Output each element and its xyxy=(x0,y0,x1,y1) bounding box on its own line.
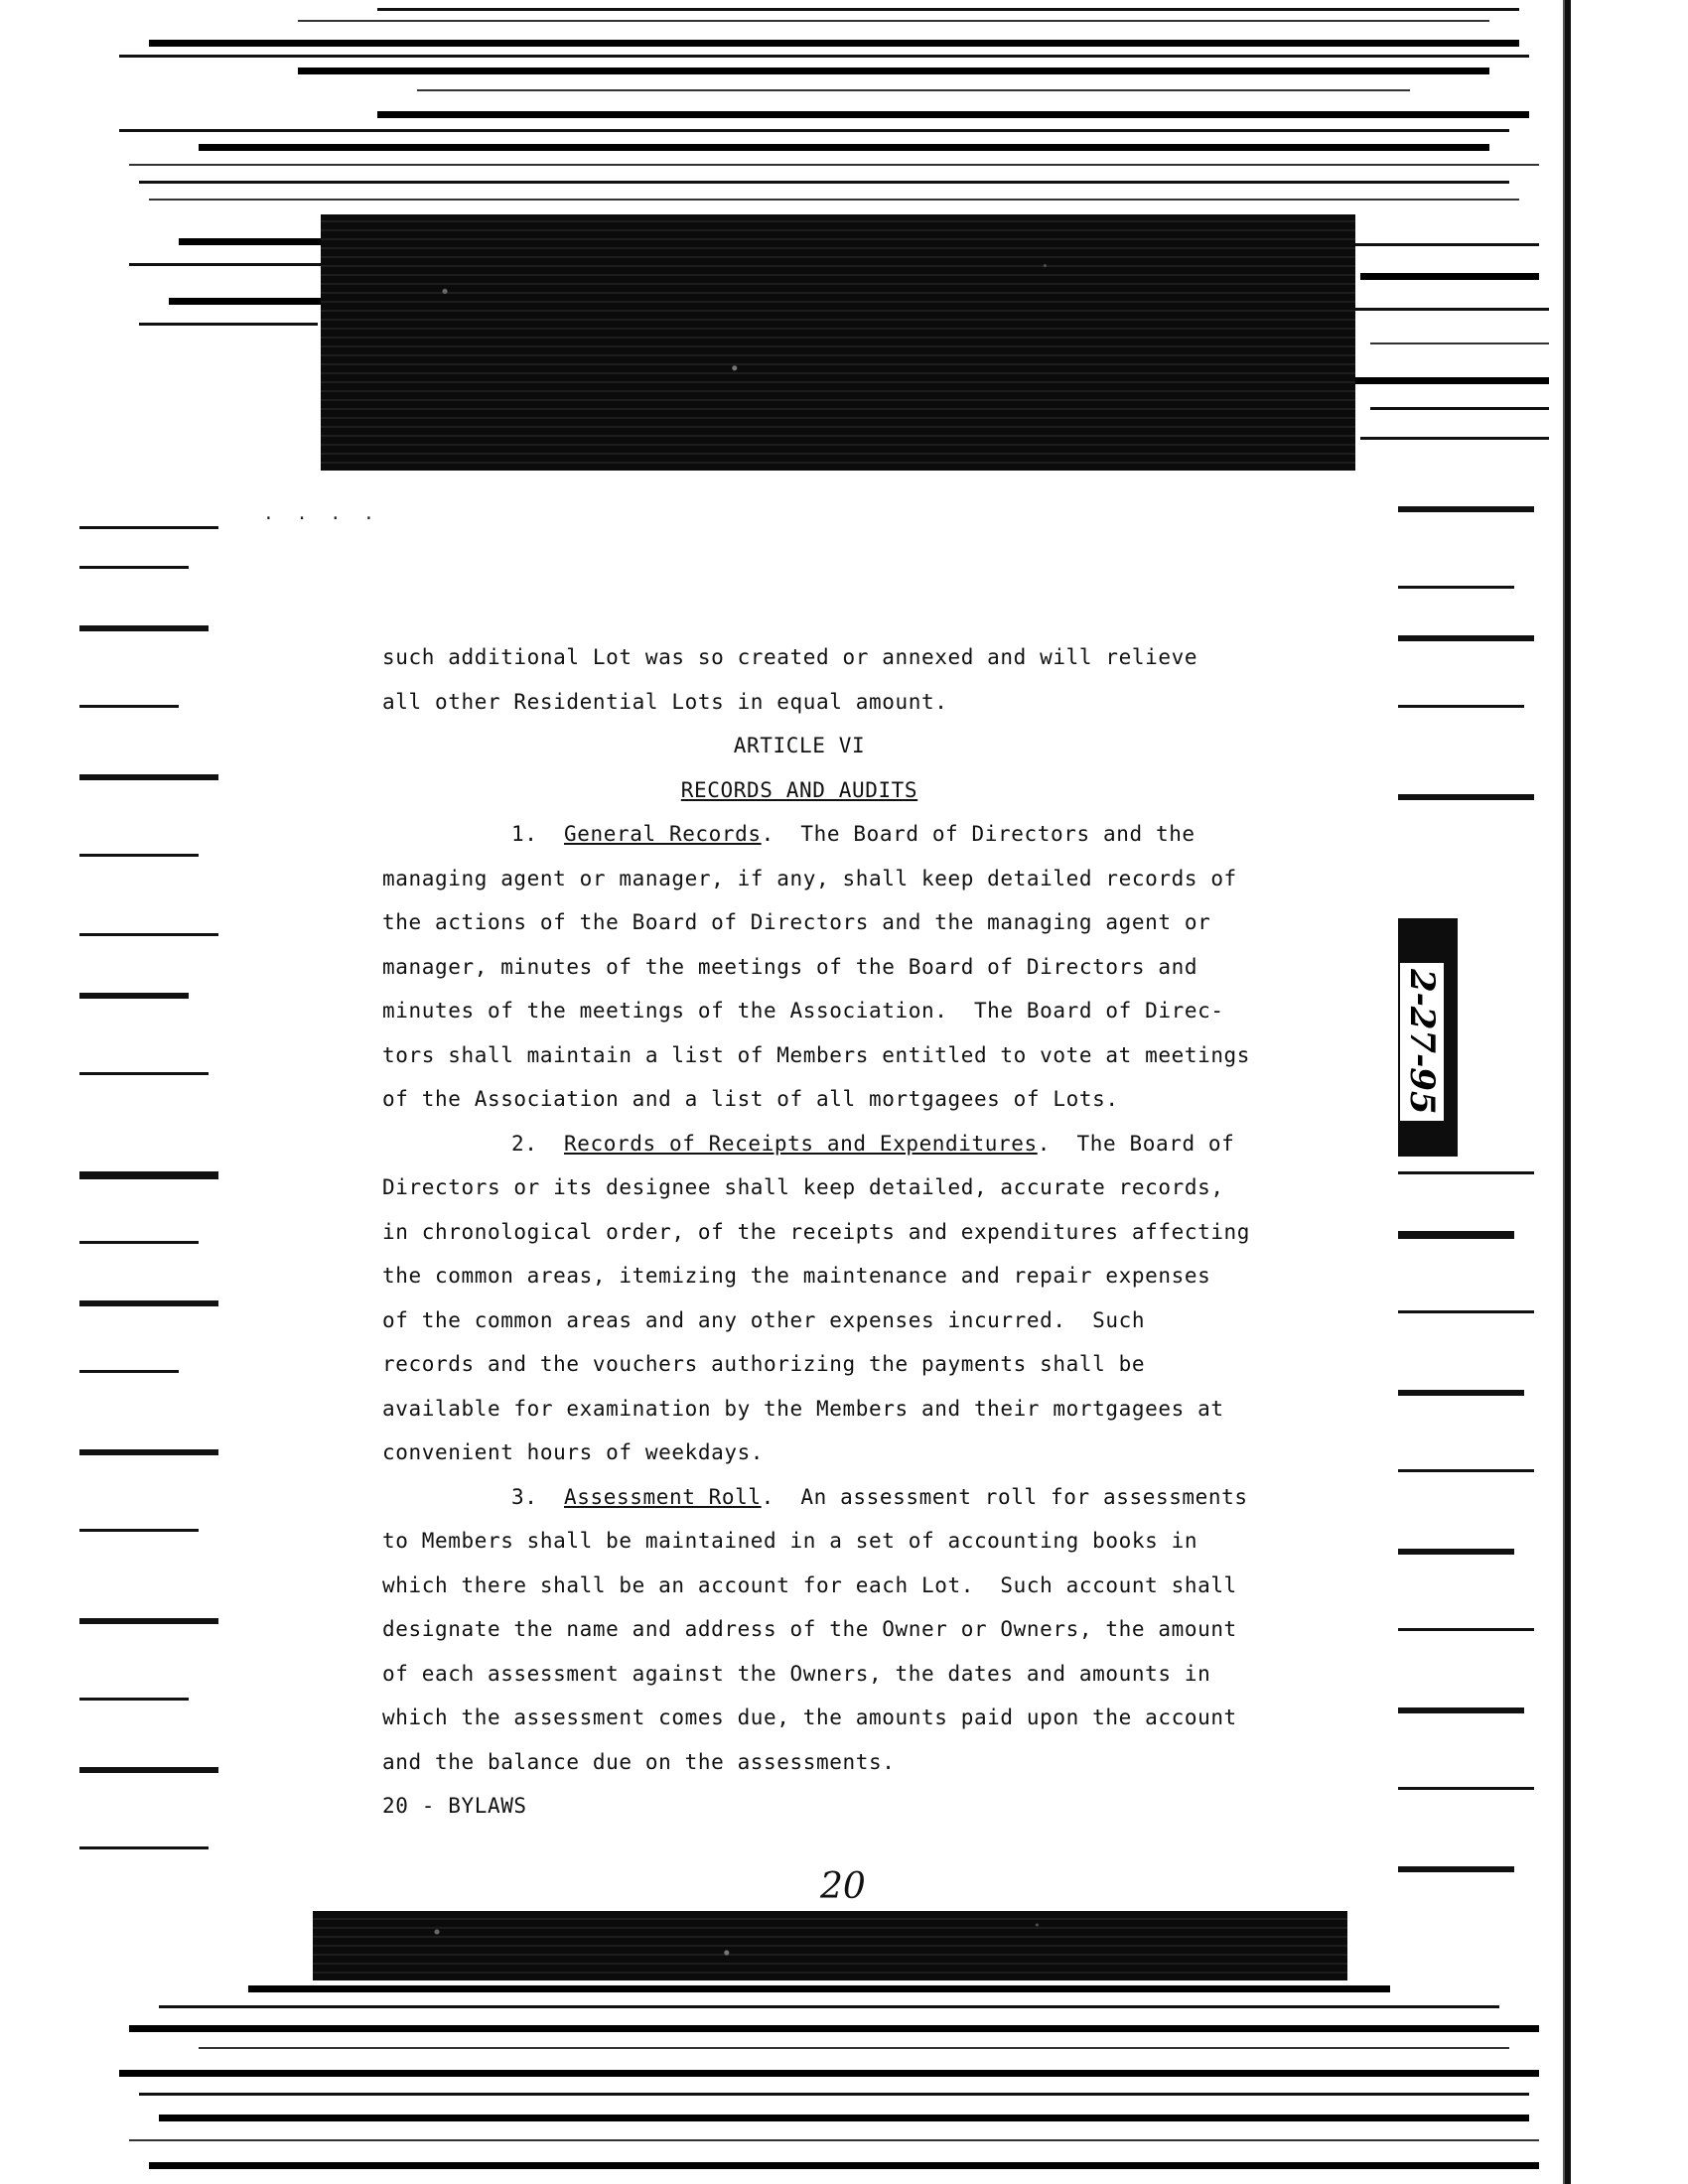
bottom-scan-noise xyxy=(0,1976,1569,2184)
section-1-line: manager, minutes of the meetings of the Board of Directors and xyxy=(382,954,1198,979)
section-3-line: which there shall be an account for each Lot. Such account shall xyxy=(382,1572,1237,1597)
section-1-line: the actions of the Board of Directors and the managing agent or xyxy=(382,910,1211,934)
section-2-heading-line xyxy=(382,1122,1326,1166)
scan-right-edge xyxy=(1565,0,1571,2184)
article-number: ARTICLE VI xyxy=(733,734,866,757)
scan-black-band-bottom xyxy=(313,1911,1347,1980)
scan-right-edge-thin xyxy=(1563,0,1565,2184)
margin-date-stamp xyxy=(1398,918,1458,1157)
continuation-line-2: all other Residential Lots in equal amount. xyxy=(382,689,948,714)
section-1-line: minutes of the meetings of the Association. The Board of Direc- xyxy=(382,999,1224,1023)
section-2-number: 2. xyxy=(511,1131,538,1156)
scan-marks: · · · · xyxy=(263,508,380,529)
section-2-line: records and the vouchers authorizing the payments shall be xyxy=(382,1352,1146,1376)
margin-date: 2-27-95 xyxy=(1400,963,1444,1121)
section-3-number: 3. xyxy=(511,1484,538,1509)
section-1-heading: General Records xyxy=(564,822,762,846)
section-2-heading: Records of Receipts and Expenditures xyxy=(564,1131,1038,1156)
section-2-first-line: . The Board of xyxy=(1037,1131,1235,1156)
section-1-number: 1. xyxy=(511,822,538,846)
section-3-heading-line xyxy=(382,1475,1326,1520)
section-3-first-line: . An assessment roll for assessments xyxy=(761,1484,1248,1509)
page-footer: 20 - BYLAWS xyxy=(382,1794,527,1818)
section-2-line: Directors or its designee shall keep detailed, accurate records, xyxy=(382,1175,1224,1199)
section-3-line: of each assessment against the Owners, the dates and amounts in xyxy=(382,1661,1211,1686)
section-2-line: in chronological order, of the receipts and expenditures affecting xyxy=(382,1219,1251,1244)
continuation-line-1: such additional Lot was so created or annexed and will relieve xyxy=(382,645,1198,669)
section-1-first-line: . The Board of Directors and the xyxy=(761,822,1196,846)
article-title-text: RECORDS AND AUDITS xyxy=(680,777,918,802)
section-2-line: convenient hours of weekdays. xyxy=(382,1440,765,1464)
section-1-line: managing agent or manager, if any, shall keep detailed records of xyxy=(382,866,1237,890)
section-2-line: the common areas, itemizing the maintenance and repair expenses xyxy=(382,1264,1211,1288)
scan-black-band-top xyxy=(321,214,1355,471)
bylaws-text xyxy=(382,635,1326,1828)
section-3-line: to Members shall be maintained in a set of accounting books in xyxy=(382,1529,1198,1553)
section-3-line: and the balance due on the assessments. xyxy=(382,1749,896,1774)
section-2-line: of the common areas and any other expenses incurred. Such xyxy=(382,1307,1146,1332)
handwritten-page-number: 20 xyxy=(820,1866,866,1907)
section-2-line: available for examination by the Members and their mortgagees at xyxy=(382,1396,1224,1421)
section-1-heading-line xyxy=(382,812,1326,857)
right-scan-noise xyxy=(1395,477,1544,1926)
section-3-line: designate the name and address of the Owner or Owners, the amount xyxy=(382,1617,1237,1641)
article-title xyxy=(382,768,1326,813)
section-1-line: of the Association and a list of all mortgagees of Lots. xyxy=(382,1087,1119,1111)
left-scan-noise xyxy=(79,477,228,1896)
section-3-line: which the assessment comes due, the amounts paid upon the account xyxy=(382,1706,1237,1729)
section-3-heading: Assessment Roll xyxy=(564,1484,762,1509)
section-1-line: tors shall maintain a list of Members entitled to vote at meetings xyxy=(382,1042,1251,1067)
